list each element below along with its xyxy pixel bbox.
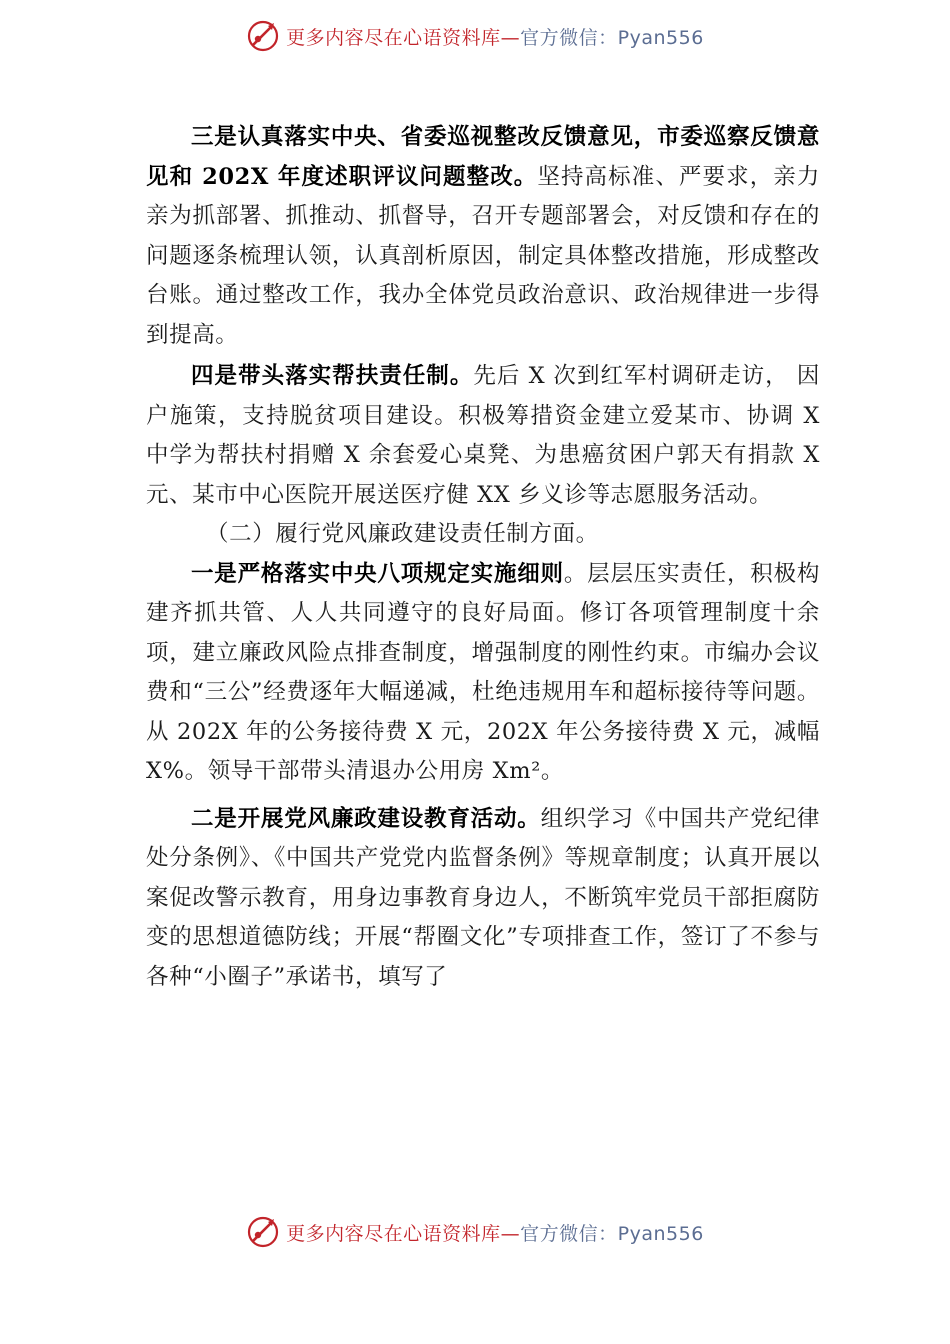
paragraph-lead: 二是开展党风廉政建设教育活动。 <box>191 805 541 832</box>
paragraph-text: 坚持高标准、严要求，亲力亲为抓部署、抓推动、抓督导，召开专题部署会，对反馈和存在的问题逐条梳理认领，认真剖析原因，制定具体整改措施，形成整改台账。通过整改工作，我办全体党员政治意识、政治规律进一步得到提高。 <box>146 163 820 348</box>
watermark-text <box>286 1219 704 1246</box>
paragraph-rectification <box>146 118 820 355</box>
watermark-wechat: 官方微信：Pyan556 <box>520 26 704 49</box>
watermark-footer <box>0 1212 950 1252</box>
watermark-header <box>0 16 950 56</box>
paragraph-eight-rules <box>146 555 820 792</box>
paragraph-education <box>146 800 820 998</box>
paragraph-poverty-aid <box>146 357 820 515</box>
watermark-separator: — <box>500 26 521 49</box>
watermark-brand: 更多内容尽在心语资料库 <box>286 1222 501 1245</box>
paragraph-text: 先后 X 次到红军村调研走访， 因户施策，支持脱贫项目建设。积极筹措资金建立爱某市、协调 X 中学为帮扶村捐赠 X 余套爱心桌凳、为患癌贫困户郭天有捐款 X 元、某市中心医院开展送医疗健 XX 乡义诊等志愿服务活动。 <box>146 363 820 508</box>
watermark-text <box>286 23 704 50</box>
paragraph-lead: 四是带头落实帮扶责任制。 <box>191 363 474 389</box>
watermark-logo-icon <box>246 1215 280 1249</box>
watermark-separator: — <box>500 1222 521 1245</box>
paragraph-lead: 一是严格落实中央八项规定实施细则 <box>191 560 564 587</box>
section-subheading: （二）履行党风廉政建设责任制方面。 <box>206 521 599 547</box>
paragraph-text: 组织学习《中国共产党纪律处分条例》、《中国共产党党内监督条例》等规章制度；认真开展以案促改警示教育，用身边事教育身边人，不断筑牢党员干部拒腐防变的思想道德防线；开展“帮圈文化”专项排查工作，签订了不参与各种“小圈子”承诺书，填写了 <box>146 805 820 990</box>
document-body <box>146 118 820 997</box>
watermark-wechat: 官方微信：Pyan556 <box>520 1222 704 1245</box>
watermark-brand: 更多内容尽在心语资料库 <box>286 26 501 49</box>
paragraph-text: 。层层压实责任，积极构建齐抓共管、人人共同遵守的良好局面。修订各项管理制度十余项，建立廉政风险点排查制度，增强制度的刚性约束。市编办会议费和“三公”经费逐年大幅递减，杜绝违规用车和超标接待等问题。从 202X 年的公务接待费 X 元，202X 年公务接待费 X 元，减幅 X%。领导干部带头清退办公用房 Xm²。 <box>146 560 820 784</box>
watermark-logo-icon <box>246 19 280 53</box>
paragraph-lead: 三是认真落实中央、省委巡视整改反馈意见，市委巡察反馈意见和 202X 年度述职评议问题整改。 <box>146 124 820 190</box>
